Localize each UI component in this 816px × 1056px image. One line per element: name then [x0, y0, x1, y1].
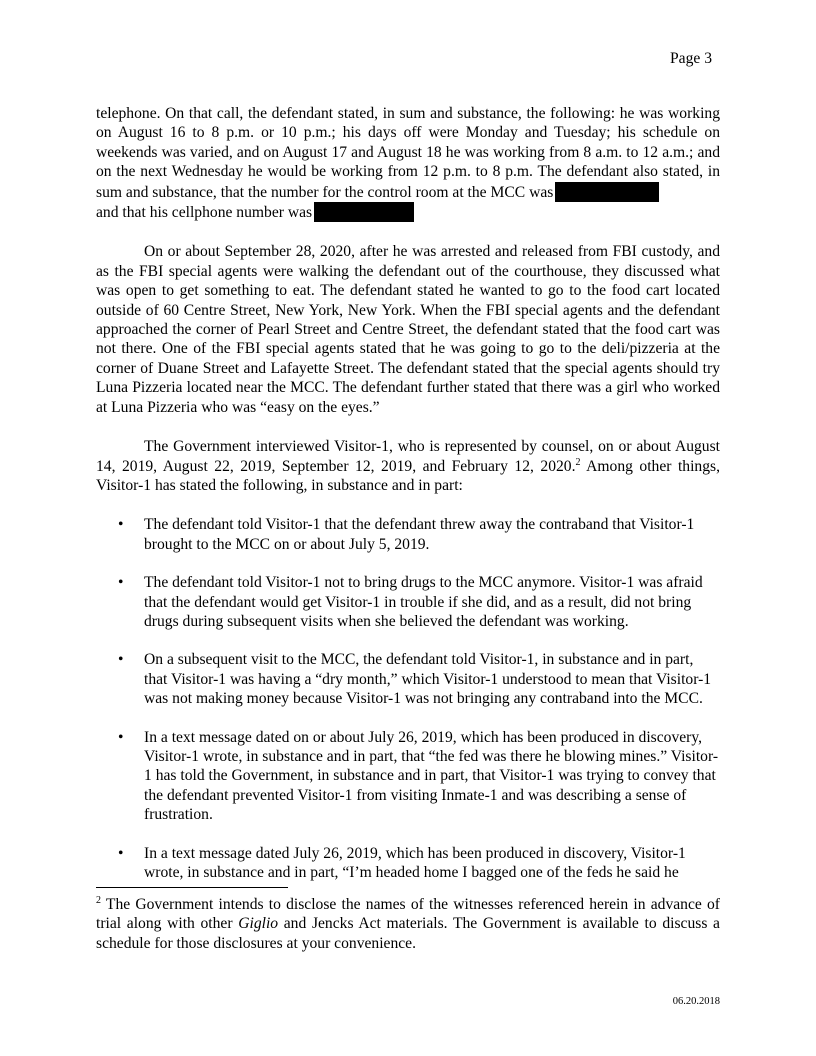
paragraph-phone-call: [96, 104, 720, 222]
list-item: [96, 515, 720, 554]
footnote-number: 2: [96, 894, 101, 906]
statement-list: [96, 515, 720, 882]
list-item: [96, 573, 720, 631]
list-item-text: On a subsequent visit to the MCC, the defendant told Visitor-1, in substance and in part, that Visitor-1 was having a “dry month,” which Visitor-1 understood to mean that Visitor-1 was not making money because Visitor-1 was not bringing any contraband into the MCC.: [144, 651, 712, 708]
page-number: Page 3: [669, 50, 712, 67]
footnote-reference: 2: [575, 456, 581, 468]
list-item-text: The defendant told Visitor-1 that the defendant threw away the contraband that Visitor-1 brought to the MCC on or about July 5, 2019.: [144, 516, 695, 553]
bullet-icon: •: [118, 574, 124, 592]
paragraph-courthouse: On or about September 28, 2020, after he was arrested and released from FBI custody, and as the FBI special agents were walking the defendant out of the courthouse, they discussed what was open to get something to eat. The defendant stated he wanted to go to the food cart located outside of 60 Centre Street, New York, New York. When the FBI special agents and the defendant approached the corner of Pearl Street and Centre Street, the defendant stated that the food cart was not there. One of the FBI special agents stated that he was going to go to the deli/pizzeria at the corner of Duane Street and Lafayette Street. The defendant stated that the special agents should try Luna Pizzeria located near the MCC. The defendant further stated that there was a girl who worked at Luna Pizzeria who was “easy on the eyes.”: [96, 243, 720, 416]
footnote-text: The Government intends to disclose the names of the witnesses referenced herein in advance of trial along with other: [96, 896, 720, 933]
bullet-icon: •: [118, 728, 124, 746]
footnote-text: and Jencks Act materials. The Government is available to discuss a schedule for those disclosures at your convenience.: [96, 915, 720, 952]
bullet-icon: •: [118, 516, 124, 534]
paragraph-text: telephone. On that call, the defendant stated, in sum and substance, the following: he was working on August 16 to 8 p.m. or 10 p.m.; his days off were Monday and Tuesday; his schedule on weekends was varied, and on August 17 and August 18 he was working from 8 a.m. to 12 a.m.; and on the next Wednesday he would be working from 12 p.m. to 8 p.m. The defendant also stated, in sum and substance, that the number for the control room at the MCC was: [96, 105, 720, 201]
redaction-bar: [314, 202, 414, 222]
list-item-text: In a text message dated July 26, 2019, which has been produced in discovery, Visitor-1 wrote, in substance and in part, “I’m headed home I bagged one of the feds he said he: [144, 844, 686, 881]
footer-date-code: 06.20.2018: [672, 996, 720, 1007]
footnote-italic-term: Giglio: [238, 915, 279, 933]
list-item: [96, 650, 720, 708]
bullet-icon: •: [118, 844, 124, 862]
paragraph-text: The Government interviewed Visitor-1, who is represented by counsel, on or about August 14, 2019, August 22, 2019, September 12, 2019, and February 12, 2020.: [96, 438, 720, 475]
bullet-icon: •: [118, 651, 124, 669]
footnote-divider: [96, 887, 288, 888]
footnote: [96, 895, 720, 953]
list-item-text: In a text message dated on or about July 26, 2019, which has been produced in discovery, Visitor-1 wrote, in substance and in part, that “the fed was there he blowing mines.” Visitor-1 has told the Government, in substance and in part, that Visitor-1 was trying to convey that the defendant prevented Visitor-1 from visiting Inmate-1 and was describing a sense of frustration.: [144, 728, 719, 824]
paragraph-text: and that his cellphone number was: [96, 204, 313, 222]
redaction-bar: [555, 182, 659, 202]
letter-body: [96, 104, 720, 901]
list-item: [96, 728, 720, 825]
list-item: [96, 844, 720, 883]
paragraph-visitor-interview: [96, 437, 720, 495]
paragraph-text: Among other things, Visitor-1 has stated the following, in substance and in part:: [96, 457, 720, 494]
list-item-text: The defendant told Visitor-1 not to bring drugs to the MCC anymore. Visitor-1 was afraid that the defendant would get Visitor-1 in trouble if she did, and as a result, did not bring drugs during subsequent visits when she believed the defendant was working.: [144, 574, 703, 630]
